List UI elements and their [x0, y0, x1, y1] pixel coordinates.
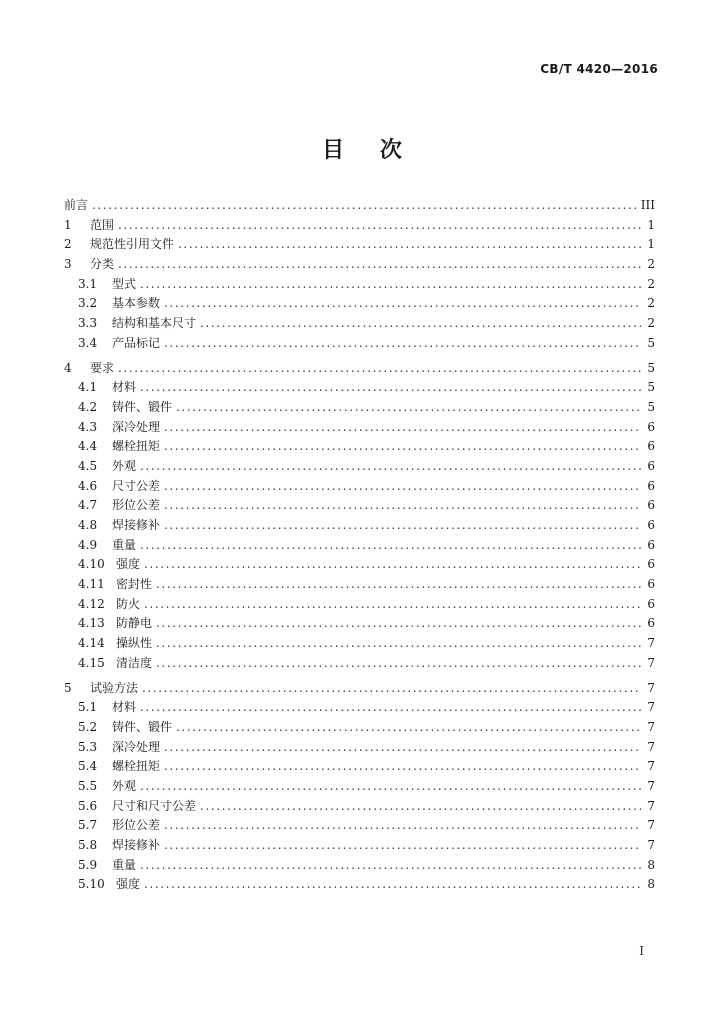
toc-entry-number: 4.1 [78, 380, 98, 395]
toc-leader-dots [176, 718, 641, 738]
toc-leader-dots [164, 816, 641, 836]
toc-leader-dots [164, 437, 641, 457]
toc-entry-page: 2 [647, 276, 655, 291]
toc-entry[interactable] [64, 875, 655, 895]
toc-entry[interactable] [64, 797, 655, 817]
toc-leader-dots [140, 457, 641, 477]
toc-entry-page: 1 [647, 217, 655, 232]
toc-entry-number: 4.4 [78, 439, 98, 454]
toc-entry[interactable] [64, 516, 655, 536]
toc-entry[interactable] [64, 398, 655, 418]
toc-entry-title: 产品标记 [112, 335, 161, 350]
toc-entry-title: 强度 [116, 877, 141, 892]
toc-entry-title: 外观 [112, 778, 137, 793]
toc-entry-page: 6 [647, 498, 655, 513]
toc-entry-number: 5.10 [78, 877, 105, 892]
toc-entry-page: 7 [647, 719, 655, 734]
toc-entry-title: 形位公差 [112, 498, 161, 513]
toc-leader-dots [156, 654, 641, 674]
toc-leader-dots [164, 334, 641, 354]
toc-entry-page: 1 [647, 237, 655, 252]
toc-entry-number: 5 [64, 680, 72, 695]
toc-entry-title: 强度 [116, 557, 141, 572]
toc-entry[interactable] [64, 614, 655, 634]
toc-leader-dots [140, 698, 641, 718]
toc-entry[interactable] [64, 314, 655, 334]
toc-leader-dots [140, 275, 641, 295]
toc-entry-number: 2 [64, 237, 72, 252]
toc-entry-page: 6 [647, 518, 655, 532]
toc-entry-page: 6 [647, 596, 655, 611]
toc-leader-dots [178, 235, 641, 255]
toc-entry[interactable] [64, 378, 655, 398]
toc-entry[interactable] [64, 555, 655, 575]
toc-entry[interactable] [64, 275, 655, 295]
toc-entry-number: 4.11 [78, 577, 105, 592]
toc-entry[interactable] [64, 738, 655, 758]
toc-leader-dots [164, 757, 641, 777]
toc-entry-title: 防火 [116, 596, 141, 611]
toc-leader-dots [200, 314, 641, 334]
toc-entry[interactable] [64, 816, 655, 836]
toc-entry-page: 6 [647, 577, 655, 592]
toc-entry-number: 5.5 [78, 778, 98, 793]
toc-entry-page: 7 [647, 838, 655, 852]
toc-entry-number: 1 [64, 217, 72, 232]
toc-entry-title: 结构和基本尺寸 [112, 316, 197, 331]
toc-leader-dots [156, 575, 641, 595]
toc-entry[interactable] [64, 836, 655, 856]
toc-entry-title: 规范性引用文件 [90, 237, 175, 252]
toc-entry-page: III [640, 198, 655, 212]
toc-entry-page: 6 [647, 557, 655, 572]
toc-entry-title: 深冷处理 [112, 419, 161, 434]
toc-entry-page: 6 [647, 419, 655, 434]
toc-entry-title: 试验方法 [90, 680, 139, 695]
toc-entry-page: 6 [647, 439, 655, 454]
toc-entry-number: 4 [64, 360, 72, 375]
toc-entry[interactable] [64, 294, 655, 314]
toc-entry-page: 8 [647, 877, 655, 892]
toc-entry-title: 尺寸和尺寸公差 [112, 798, 197, 813]
toc-entry-title: 防静电 [116, 616, 153, 631]
toc-entry-title: 铸件、锻件 [112, 719, 173, 734]
toc-entry[interactable] [64, 457, 655, 477]
toc-entry-title: 重量 [112, 537, 137, 552]
toc-leader-dots [118, 216, 641, 236]
toc-entry[interactable] [64, 856, 655, 876]
table-of-contents [64, 196, 655, 895]
toc-entry[interactable] [64, 575, 655, 595]
toc-leader-dots [118, 359, 641, 379]
toc-entry[interactable] [64, 679, 655, 699]
toc-entry-page: 5 [647, 335, 655, 350]
toc-leader-dots [164, 496, 641, 516]
toc-entry[interactable] [64, 757, 655, 777]
toc-entry[interactable] [64, 216, 655, 236]
toc-entry-page: 6 [647, 478, 655, 493]
toc-entry-number: 3.2 [78, 296, 98, 311]
toc-entry-page: 2 [647, 296, 655, 311]
toc-entry-page: 7 [647, 655, 655, 670]
toc-entry-page: 7 [647, 759, 655, 774]
toc-entry-title: 外观 [112, 458, 137, 473]
toc-entry[interactable] [64, 437, 655, 457]
toc-entry-number: 3 [64, 257, 72, 272]
toc-entry[interactable] [64, 777, 655, 797]
toc-entry-number: 3.4 [78, 335, 98, 350]
toc-entry-number: 4.10 [78, 557, 105, 572]
toc-entry[interactable] [64, 698, 655, 718]
toc-entry[interactable] [64, 359, 655, 379]
toc-entry-title: 基本参数 [112, 296, 161, 311]
toc-entry-title: 焊接修补 [112, 518, 161, 532]
toc-entry[interactable] [64, 634, 655, 654]
toc-entry[interactable] [64, 654, 655, 674]
toc-entry-title: 尺寸公差 [112, 478, 161, 493]
toc-entry-number: 5.2 [78, 719, 98, 734]
toc-entry[interactable] [64, 334, 655, 354]
toc-entry-number: 3.1 [78, 276, 98, 291]
toc-entry-page: 2 [647, 257, 655, 272]
toc-entry-title: 焊接修补 [112, 838, 161, 852]
toc-entry-page: 7 [647, 700, 655, 715]
toc-entry[interactable] [64, 595, 655, 615]
toc-entry-title: 型式 [112, 276, 137, 291]
toc-entry-title: 材料 [112, 380, 137, 395]
toc-entry-number: 5.7 [78, 818, 98, 833]
page-number: I [639, 944, 644, 958]
toc-entry-title: 重量 [112, 857, 137, 872]
toc-entry-page: 6 [647, 458, 655, 473]
toc-entry-number: 4.8 [78, 518, 98, 532]
toc-leader-dots [156, 634, 641, 654]
toc-entry-page: 8 [647, 857, 655, 872]
toc-entry-number: 4.6 [78, 478, 98, 493]
toc-entry[interactable] [64, 496, 655, 516]
toc-entry-title: 螺栓扭矩 [112, 439, 161, 454]
toc-leader-dots [118, 255, 641, 275]
toc-entry-number: 5.9 [78, 857, 98, 872]
toc-entry-page: 7 [647, 680, 655, 695]
toc-entry-title: 螺栓扭矩 [112, 759, 161, 774]
toc-entry-title: 前言 [64, 198, 89, 212]
toc-entry-number: 4.14 [78, 636, 105, 651]
toc-leader-dots [164, 738, 641, 758]
toc-entry-number: 5.3 [78, 739, 98, 754]
toc-entry-title: 形位公差 [112, 818, 161, 833]
toc-entry-number: 5.8 [78, 838, 98, 852]
toc-leader-dots [164, 516, 641, 536]
toc-entry-title: 铸件、锻件 [112, 399, 173, 414]
toc-entry-number: 4.2 [78, 399, 98, 414]
toc-leader-dots [164, 418, 641, 438]
toc-leader-dots [140, 777, 641, 797]
toc-entry-number: 5.1 [78, 700, 98, 715]
toc-entry-number: 4.15 [78, 655, 105, 670]
toc-leader-dots [144, 595, 641, 615]
toc-entry-page: 6 [647, 616, 655, 631]
toc-entry-page: 6 [647, 537, 655, 552]
toc-entry-page: 5 [647, 380, 655, 395]
toc-entry-title: 深冷处理 [112, 739, 161, 754]
toc-entry-page: 7 [647, 818, 655, 833]
toc-entry-number: 3.3 [78, 316, 98, 331]
toc-entry-number: 5.4 [78, 759, 98, 774]
toc-leader-dots [156, 614, 641, 634]
toc-entry-title: 要求 [90, 360, 115, 375]
toc-entry[interactable] [64, 418, 655, 438]
toc-leader-dots [176, 398, 641, 418]
toc-leader-dots [140, 856, 641, 876]
toc-entry[interactable] [64, 255, 655, 275]
toc-entry-page: 7 [647, 739, 655, 754]
toc-entry-page: 2 [647, 316, 655, 331]
toc-leader-dots [144, 555, 641, 575]
toc-leader-dots [140, 536, 641, 556]
toc-entry-page: 7 [647, 636, 655, 651]
toc-entry[interactable] [64, 477, 655, 497]
toc-leader-dots [142, 679, 641, 699]
toc-entry-title: 范围 [90, 217, 115, 232]
toc-leader-dots [200, 797, 641, 817]
toc-entry-number: 4.13 [78, 616, 105, 631]
standard-code: CB/T 4420—2016 [540, 62, 658, 76]
toc-entry-number: 4.3 [78, 419, 98, 434]
toc-entry-title: 清洁度 [116, 655, 153, 670]
toc-entry[interactable] [64, 196, 655, 216]
toc-entry[interactable] [64, 235, 655, 255]
toc-entry-number: 4.7 [78, 498, 98, 513]
toc-entry-number: 4.12 [78, 596, 105, 611]
toc-leader-dots [164, 477, 641, 497]
toc-entry-number: 4.9 [78, 537, 98, 552]
toc-entry-title: 操纵性 [116, 636, 153, 651]
toc-leader-dots [164, 294, 641, 314]
toc-entry-title: 材料 [112, 700, 137, 715]
toc-entry-number: 4.5 [78, 458, 98, 473]
toc-leader-dots [92, 196, 637, 216]
toc-leader-dots [164, 836, 641, 856]
toc-entry-page: 7 [647, 798, 655, 813]
toc-entry-page: 5 [647, 360, 655, 375]
toc-entry-title: 分类 [90, 257, 115, 272]
toc-entry-title: 密封性 [116, 577, 153, 592]
toc-entry[interactable] [64, 718, 655, 738]
toc-entry[interactable] [64, 536, 655, 556]
toc-title: 目 次 [322, 137, 416, 163]
toc-leader-dots [140, 378, 641, 398]
toc-entry-page: 5 [647, 399, 655, 414]
toc-entry-number: 5.6 [78, 798, 98, 813]
toc-entry-page: 7 [647, 778, 655, 793]
toc-leader-dots [144, 875, 641, 895]
